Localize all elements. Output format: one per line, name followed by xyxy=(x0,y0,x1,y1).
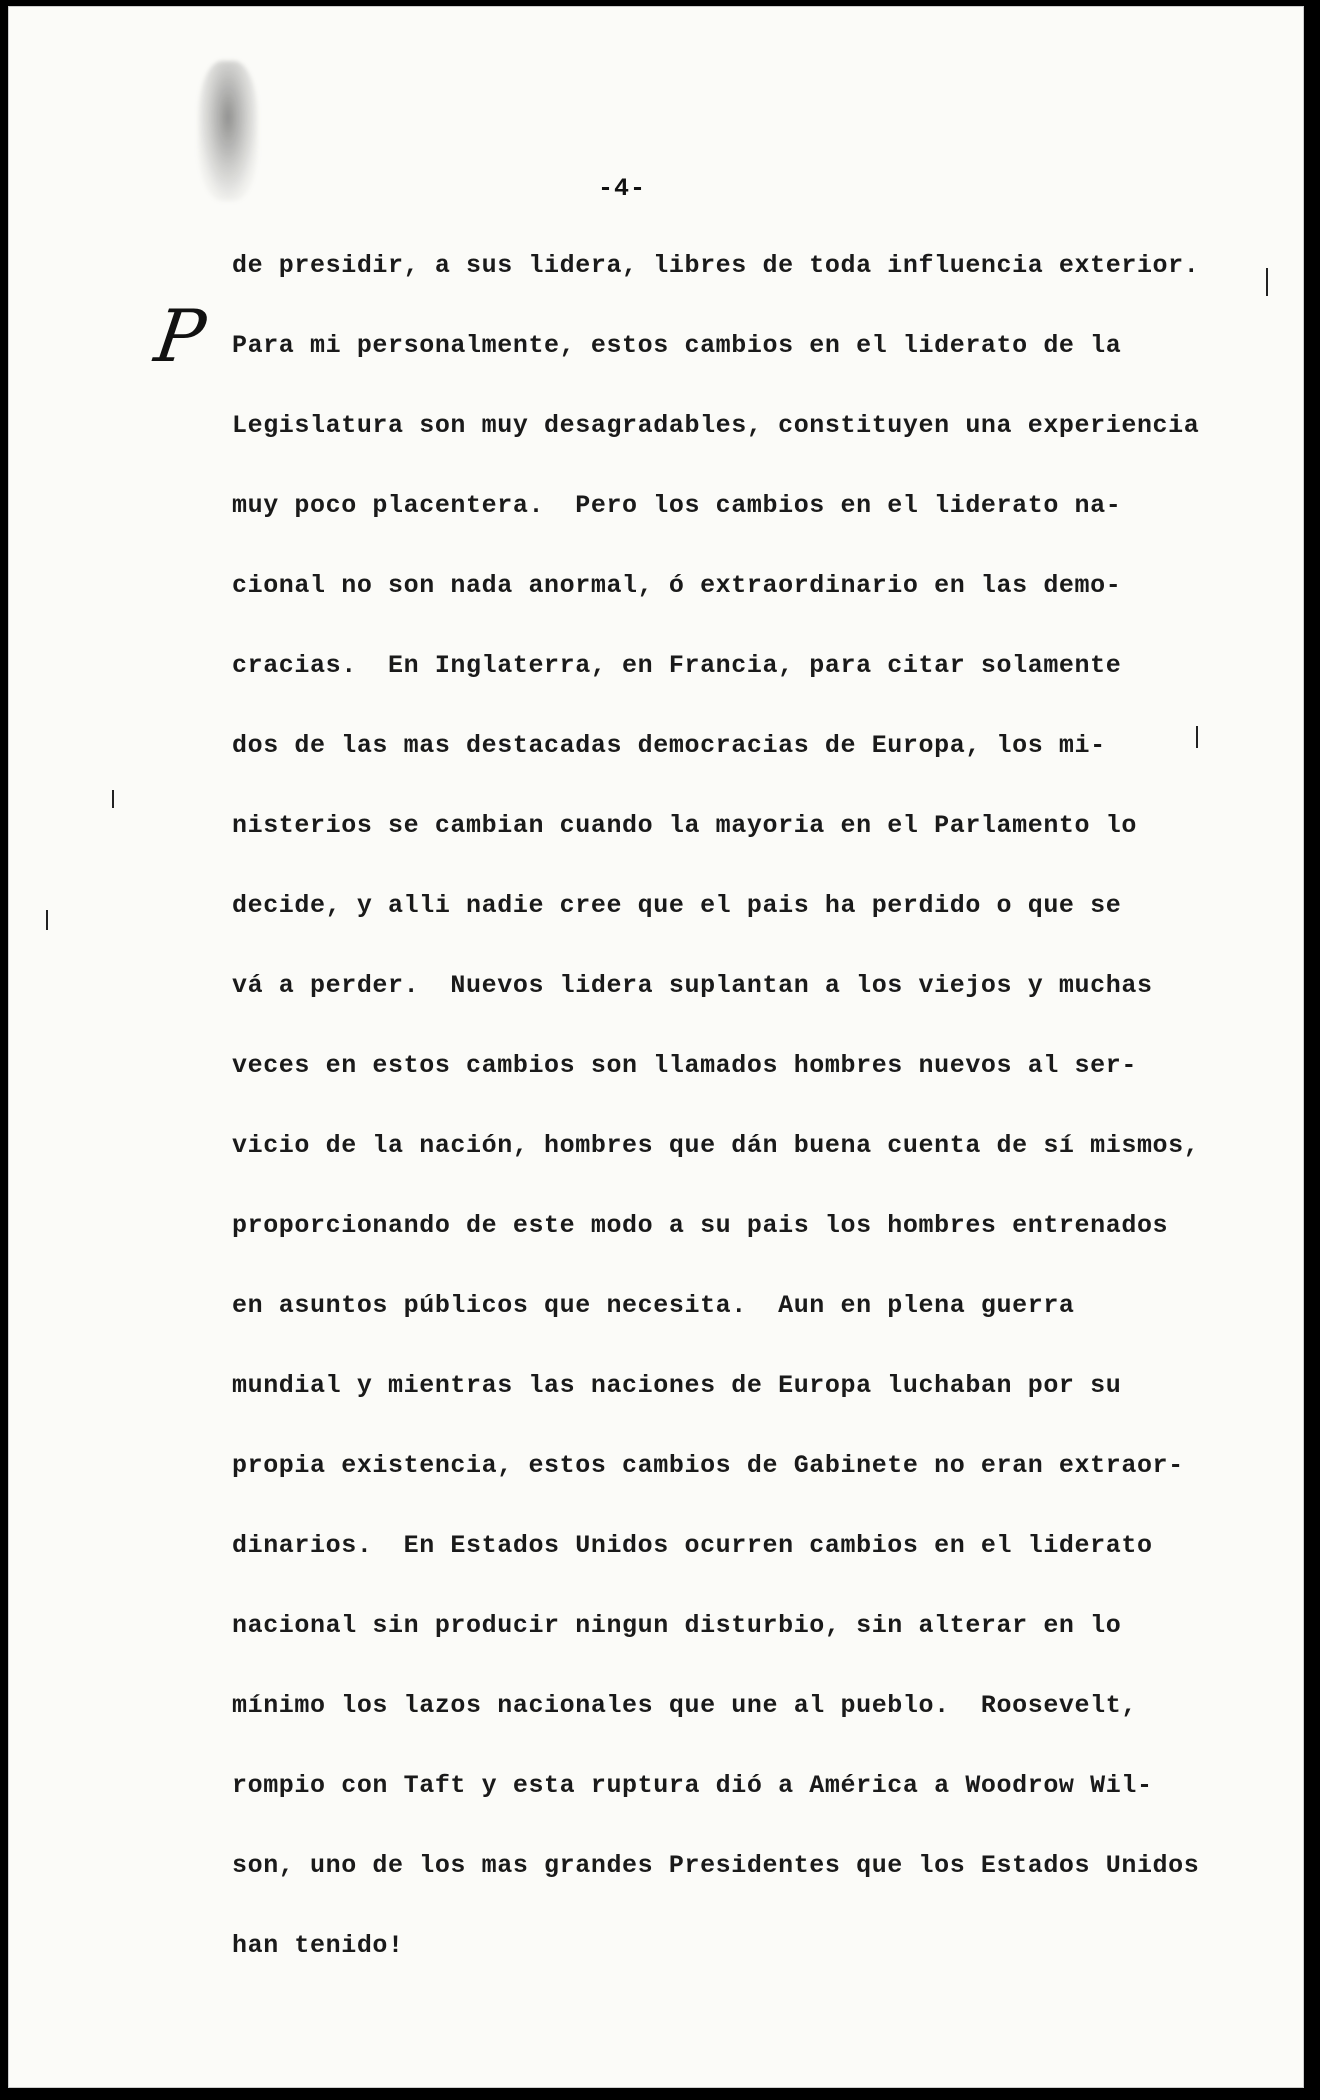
text-line: decide, y alli nadie cree que el pais ha perdido o que se xyxy=(232,891,1122,920)
page-number: -4- xyxy=(598,174,647,203)
text-line: veces en estos cambios son llamados hombres nuevos al ser- xyxy=(232,1051,1137,1080)
text-line: nisterios se cambian cuando la mayoria en el Parlamento lo xyxy=(232,811,1137,840)
body-text xyxy=(232,246,1232,2006)
text-line: cional no son nada anormal, ó extraordinario en las demo- xyxy=(232,571,1122,600)
ink-smudge xyxy=(198,61,258,201)
margin-tick xyxy=(1196,726,1198,748)
text-line: mundial y mientras las naciones de Europa luchaban por su xyxy=(232,1371,1122,1400)
text-line: nacional sin producir ningun disturbio, sin alterar en lo xyxy=(232,1611,1122,1640)
text-line: dos de las mas destacadas democracias de Europa, los mi- xyxy=(232,731,1106,760)
text-line: propia existencia, estos cambios de Gabinete no eran extraor- xyxy=(232,1451,1184,1480)
text-line: Legislatura son muy desagradables, constituyen una experiencia xyxy=(232,411,1200,440)
text-line: muy poco placentera. Pero los cambios en el liderato na- xyxy=(232,491,1122,520)
text-line: en asuntos públicos que necesita. Aun en plena guerra xyxy=(232,1291,1075,1320)
text-line: de presidir, a sus lidera, libres de toda influencia exterior. xyxy=(232,251,1200,280)
text-line: proporcionando de este modo a su pais los hombres entrenados xyxy=(232,1211,1169,1240)
text-line: Para mi personalmente, estos cambios en el liderato de la xyxy=(232,331,1122,360)
text-line: cracias. En Inglaterra, en Francia, para citar solamente xyxy=(232,651,1122,680)
text-line: rompio con Taft y esta ruptura dió a América a Woodrow Wil- xyxy=(232,1771,1153,1800)
margin-tick xyxy=(112,790,114,808)
margin-tick xyxy=(1266,268,1268,296)
text-line: son, uno de los mas grandes Presidentes que los Estados Unidos xyxy=(232,1851,1200,1880)
text-line: han tenido! xyxy=(232,1931,404,1960)
document-page xyxy=(8,6,1304,2088)
text-line: mínimo los lazos nacionales que une al pueblo. Roosevelt, xyxy=(232,1691,1137,1720)
text-line: dinarios. En Estados Unidos ocurren cambios en el liderato xyxy=(232,1531,1153,1560)
text-line: vicio de la nación, hombres que dán buena cuenta de sí mismos, xyxy=(232,1131,1200,1160)
text-line: vá a perder. Nuevos lidera suplantan a los viejos y muchas xyxy=(232,971,1153,1000)
paragraph-margin-mark: P xyxy=(150,294,211,378)
margin-tick xyxy=(46,910,48,930)
